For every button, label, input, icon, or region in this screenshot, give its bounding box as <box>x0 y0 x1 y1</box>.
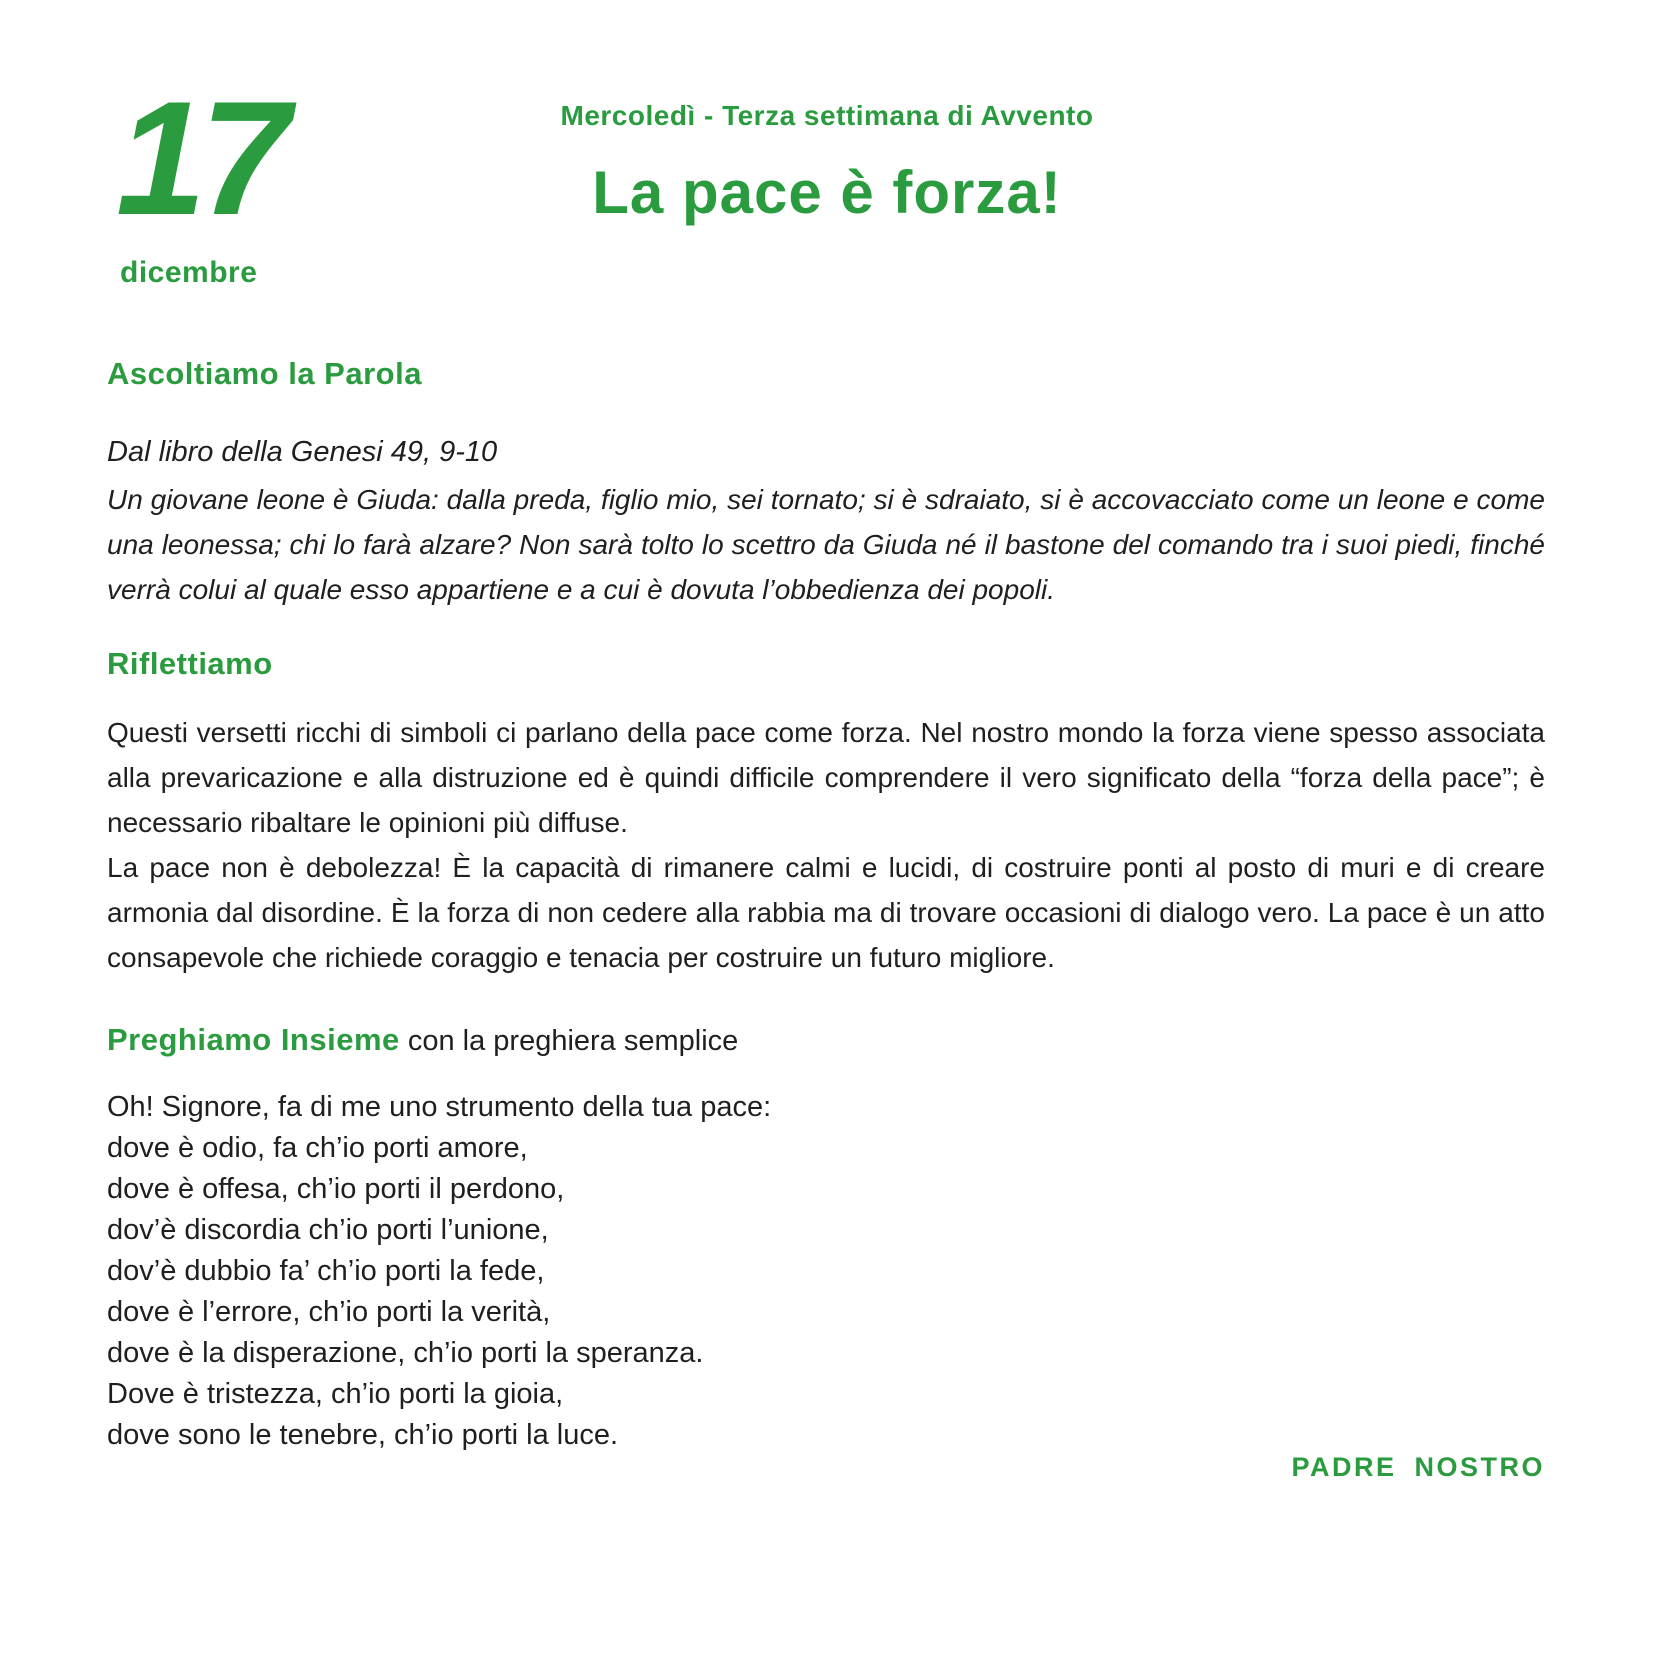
prayer-line: dove è offesa, ch’io porti il perdono, <box>107 1173 565 1205</box>
prayer-line: dove è la disperazione, ch’io porti la speranza. <box>107 1337 704 1369</box>
padre-nostro-label: PADRE NOSTRO <box>1291 1452 1545 1482</box>
prayer-subtitle: con la preghiera semplice <box>399 1025 739 1057</box>
prayer-line: dove è odio, fa ch’io porti amore, <box>107 1132 528 1164</box>
section-heading-preghiamo: Preghiamo Insieme <box>107 1022 400 1057</box>
section-heading-riflettiamo: Riflettiamo <box>107 646 273 681</box>
prayer-line: Dove è tristezza, ch’io porti la gioia, <box>107 1378 564 1410</box>
prayer-block <box>107 1087 1545 1456</box>
reflection-paragraph: La pace non è debolezza! È la capacità di rimanere calmi e lucidi, di costruire ponti al posto di muri e di creare armonia dal disordine. È la forza di non cedere alla rabbia ma di trovare occasioni di dialogo vero. La pace è un atto consapevole che richiede coraggio e tenacia per costruire un futuro migliore. <box>107 852 1545 973</box>
page-header <box>0 100 1654 227</box>
reading-text: Un giovane leone è Giuda: dalla preda, figlio mio, sei tornato; si è sdraiato, si è accovacciato come un leone e come una leonessa; chi lo farà alzare? Non sarà tolto lo scettro da Giuda né il bastone del comando tra i suoi piedi, finché verrà colui al quale esso appartiene e a cui è dovuta l’obbedienza dei popoli. <box>107 484 1545 605</box>
date-day: 17 <box>116 68 285 249</box>
reading-source: Dal libro della Genesi 49, 9-10 <box>107 436 498 468</box>
weekday-line: Mercoledì - Terza settimana di Avvento <box>560 100 1094 131</box>
prayer-head <box>107 1020 1545 1061</box>
reflection-paragraph: Questi versetti ricchi di simboli ci parlano della pace come forza. Nel nostro mondo la forza viene spesso associata alla prevaricazione e alla distruzione ed è quindi difficile comprendere il vero significato della “forza della pace”; è necessario ribaltare le opinioni più diffuse. <box>107 717 1545 838</box>
date-month: dicembre <box>120 256 258 289</box>
main-content <box>107 356 1545 1456</box>
prayer-line: Oh! Signore, fa di me uno strumento della tua pace: <box>107 1091 772 1123</box>
prayer-line: dov’è discordia ch’io porti l’unione, <box>107 1214 549 1246</box>
page-title: La pace è forza! <box>592 159 1062 226</box>
section-heading-ascoltiamo: Ascoltiamo la Parola <box>107 356 422 391</box>
prayer-line: dov’è dubbio fa’ ch’io porti la fede, <box>107 1255 545 1287</box>
reflection-block <box>107 710 1545 980</box>
prayer-line: dove è l’errore, ch’io porti la verità, <box>107 1296 551 1328</box>
prayer-line: dove sono le tenebre, ch’io porti la luce. <box>107 1419 619 1451</box>
